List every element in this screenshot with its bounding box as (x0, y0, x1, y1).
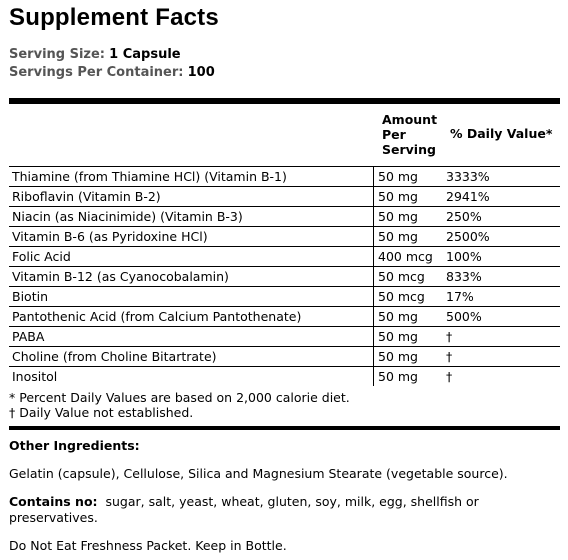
nutrient-name: Niacin (as Niacinimide) (Vitamin B-3) (9, 207, 374, 227)
amount-per-serving: 50 mg (378, 169, 418, 184)
nutrient-name: Folic Acid (9, 247, 374, 267)
amount-per-serving: 50 mcg (378, 289, 425, 304)
other-ingredients-text: Gelatin (capsule), Cellulose, Silica and Magnesium Stearate (vegetable source). (9, 466, 508, 481)
daily-value: † (446, 349, 453, 364)
footnote-percent: * Percent Daily Values are based on 2,000 calorie diet. (9, 390, 350, 405)
daily-value: † (446, 329, 453, 344)
nutrient-name: PABA (9, 327, 374, 347)
table-row (9, 267, 560, 287)
amount-per-serving: 50 mg (378, 189, 418, 204)
supplement-facts-table (9, 166, 560, 386)
contains-no-text: sugar, salt, yeast, wheat, gluten, soy, milk, egg, shellfish or preservatives. (9, 494, 479, 525)
nutrient-name: Biotin (9, 287, 374, 307)
amount-per-serving: 400 mcg (378, 249, 433, 264)
table-row (9, 367, 560, 387)
amount-header-line2: Per (382, 127, 406, 142)
bottom-thick-divider (9, 426, 560, 430)
servings-per-container (9, 65, 215, 80)
table-row (9, 207, 560, 227)
nutrient-name: Riboflavin (Vitamin B-2) (9, 187, 374, 207)
daily-value: 250% (446, 209, 482, 224)
amount-header-line1: Amount (382, 112, 438, 127)
daily-value: 500% (446, 309, 482, 324)
nutrient-name: Pantothenic Acid (from Calcium Pantothenate) (9, 307, 374, 327)
servings-per-container-label: Servings Per Container: (9, 65, 184, 80)
amount-per-serving: 50 mg (378, 209, 418, 224)
amount-per-serving: 50 mg (378, 369, 418, 384)
nutrient-name: Vitamin B-6 (as Pyridoxine HCl) (9, 227, 374, 247)
daily-value: 100% (446, 249, 482, 264)
table-row (9, 327, 560, 347)
nutrient-name: Inositol (9, 367, 374, 387)
amount-per-serving: 50 mg (378, 229, 418, 244)
amount-per-serving: 50 mcg (378, 269, 425, 284)
storage-notice: Do Not Eat Freshness Packet. Keep in Bottle. (9, 538, 287, 553)
daily-value: 833% (446, 269, 482, 284)
contains-no (9, 494, 529, 526)
page-title: Supplement Facts (9, 4, 219, 31)
table-row (9, 167, 560, 187)
contains-no-label: Contains no: (9, 494, 98, 509)
daily-value-header: % Daily Value* (450, 126, 553, 141)
amount-per-serving-header (382, 112, 437, 157)
servings-per-container-value: 100 (187, 65, 215, 80)
table-row (9, 287, 560, 307)
table-row (9, 347, 560, 367)
top-thick-divider (9, 98, 560, 104)
amount-per-serving: 50 mg (378, 309, 418, 324)
footnote-dagger: † Daily Value not established. (9, 405, 194, 420)
nutrient-name: Vitamin B-12 (as Cyanocobalamin) (9, 267, 374, 287)
table-row (9, 307, 560, 327)
amount-header-line3: Serving (382, 142, 436, 157)
amount-per-serving: 50 mg (378, 349, 418, 364)
serving-size-value: 1 Capsule (109, 47, 181, 62)
daily-value: 2500% (446, 229, 490, 244)
other-ingredients-label: Other Ingredients: (9, 438, 140, 453)
daily-value: 2941% (446, 189, 490, 204)
daily-value: 17% (446, 289, 474, 304)
serving-size-label: Serving Size: (9, 47, 106, 62)
amount-per-serving: 50 mg (378, 329, 418, 344)
daily-value: 3333% (446, 169, 490, 184)
daily-value: † (446, 369, 453, 384)
table-row (9, 187, 560, 207)
serving-size (9, 47, 181, 62)
nutrient-name: Thiamine (from Thiamine HCl) (Vitamin B-1) (9, 167, 374, 187)
table-row (9, 247, 560, 267)
table-row (9, 227, 560, 247)
nutrient-name: Choline (from Choline Bitartrate) (9, 347, 374, 367)
